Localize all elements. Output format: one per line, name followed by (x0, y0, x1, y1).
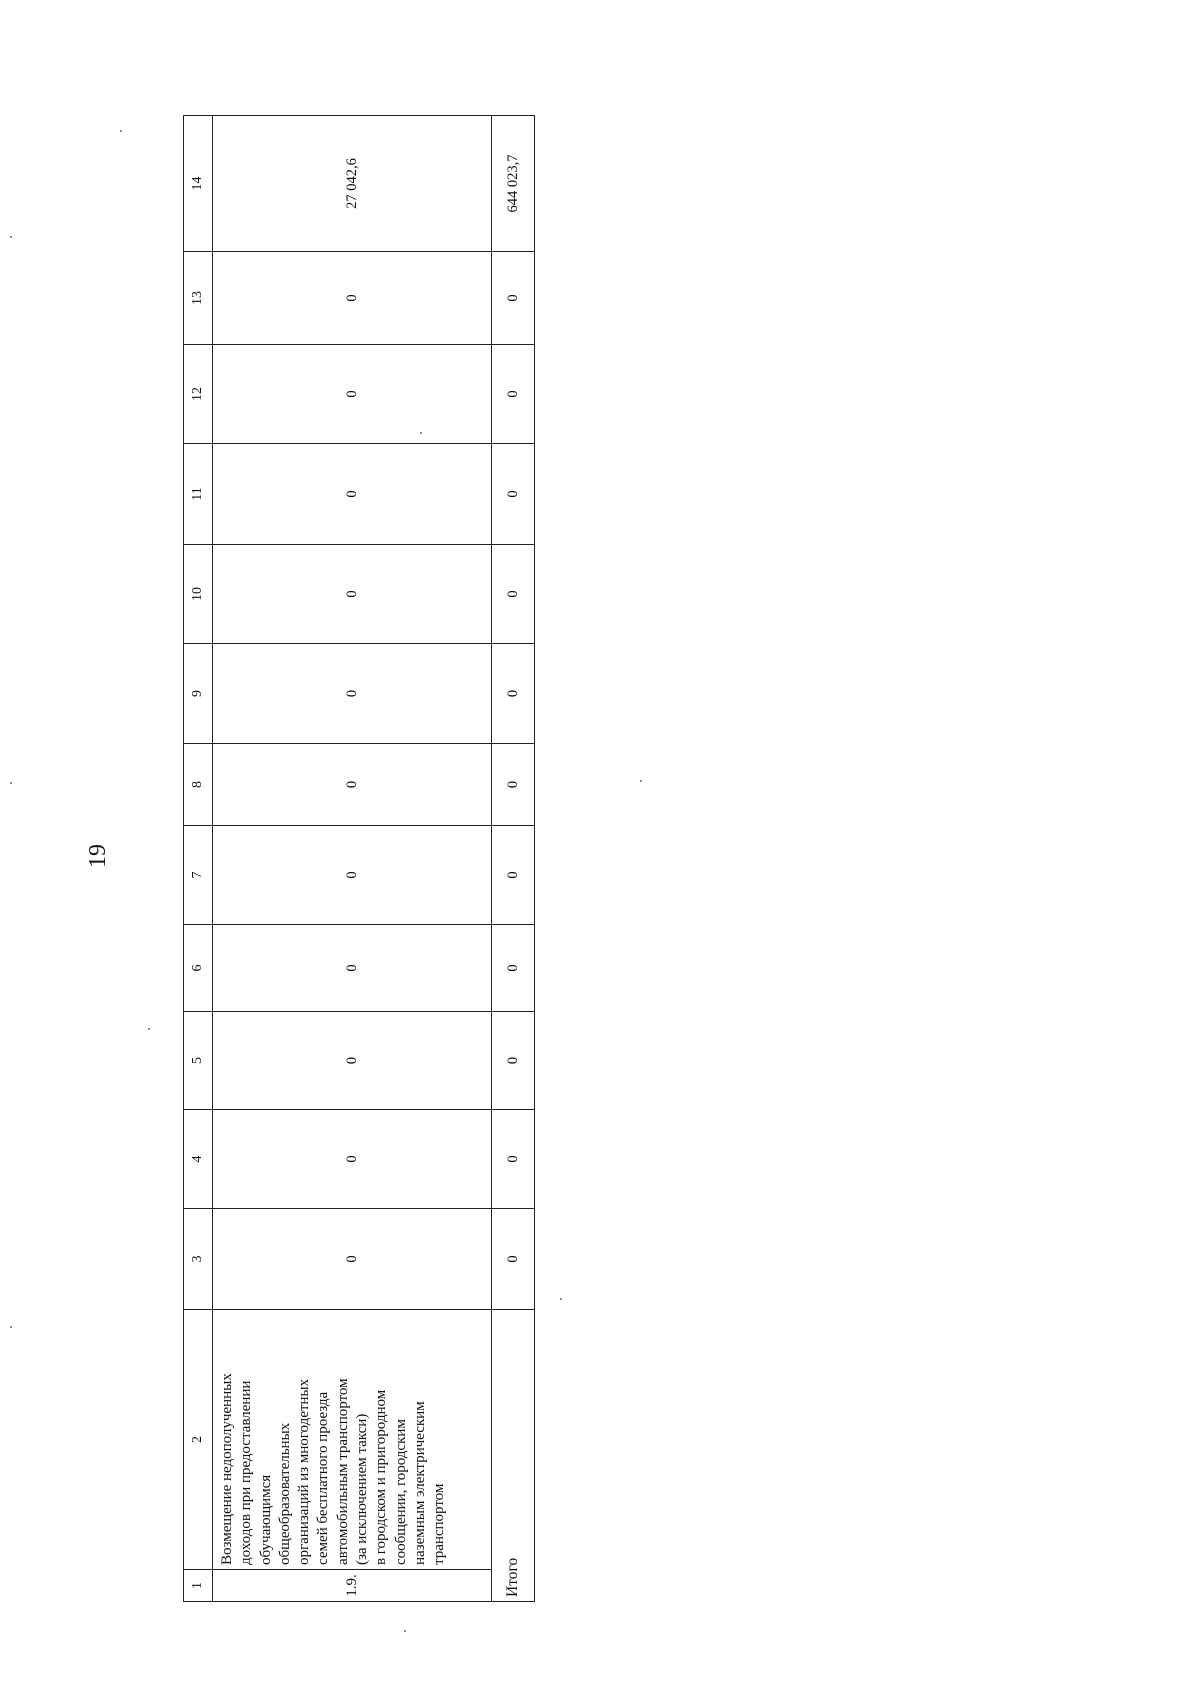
description-line: семей бесплатного проезда (314, 1391, 332, 1565)
scan-speck (560, 1298, 562, 1300)
description-line: транспортом (430, 1483, 448, 1565)
header-cell: 11 (184, 444, 213, 545)
total-value-cell: 0 (492, 744, 535, 826)
header-cell: 14 (184, 116, 213, 252)
total-value-cell: 0 (492, 925, 535, 1012)
total-value-cell: 0 (492, 1012, 535, 1110)
header-cell: 9 (184, 644, 213, 744)
description-line: в городском и пригородном (372, 1389, 390, 1565)
header-cell: 7 (184, 826, 213, 925)
description-line: автомобильным транспортом (333, 1378, 351, 1565)
header-cell: 10 (184, 545, 213, 644)
description-line: обучающимся (256, 1474, 274, 1565)
scan-speck (640, 780, 642, 782)
header-cell: 3 (184, 1209, 213, 1310)
table-row (213, 116, 492, 1602)
scan-speck (10, 236, 12, 238)
total-value-cell: 0 (492, 1110, 535, 1209)
total-value-cell: 0 (492, 444, 535, 545)
scan-speck (404, 1630, 406, 1632)
header-cell: 4 (184, 1110, 213, 1209)
header-cell: 13 (184, 252, 213, 345)
header-cell: 5 (184, 1012, 213, 1110)
value-cell: 27 042,6 (213, 116, 492, 252)
description-line: сообщении, городским (391, 1419, 409, 1565)
total-value-cell: 0 (492, 545, 535, 644)
header-cell: 6 (184, 925, 213, 1012)
value-cell: 0 (213, 345, 492, 444)
description-line: Возмещение недополученных (218, 1373, 235, 1565)
total-value-cell: 0 (492, 826, 535, 925)
value-cell: 0 (213, 444, 492, 545)
description-line: организаций из многодетных (295, 1378, 313, 1565)
page-number: 19 (85, 844, 111, 868)
total-value-cell: 0 (492, 345, 535, 444)
total-label: Итого (492, 1310, 535, 1602)
value-cell: 0 (213, 1012, 492, 1110)
header-cell: 1 (184, 1570, 213, 1602)
scan-speck (10, 782, 12, 784)
header-cell: 8 (184, 744, 213, 826)
header-cell: 2 (184, 1310, 213, 1570)
total-value-cell: 0 (492, 644, 535, 744)
table-container (183, 116, 535, 1602)
description-line: общеобразовательных (275, 1422, 293, 1565)
header-cell: 12 (184, 345, 213, 444)
value-cell: 0 (213, 826, 492, 925)
header-row (184, 116, 213, 1602)
scan-speck (420, 432, 422, 434)
value-cell: 0 (213, 644, 492, 744)
total-value-cell: 644 023,7 (492, 116, 535, 252)
budget-table (183, 115, 535, 1602)
value-cell: 0 (213, 925, 492, 1012)
total-row (492, 116, 535, 1602)
value-cell: 0 (213, 252, 492, 345)
scan-speck (120, 130, 122, 132)
value-cell: 0 (213, 1209, 492, 1310)
total-value-cell: 0 (492, 1209, 535, 1310)
scan-speck (148, 1028, 150, 1030)
value-cell: 0 (213, 545, 492, 644)
scan-speck (10, 1326, 12, 1328)
total-value-cell: 0 (492, 252, 535, 345)
row-number: 1.9. (213, 1570, 492, 1602)
description-line: наземным электрическим (410, 1401, 428, 1565)
value-cell: 0 (213, 744, 492, 826)
description-line: доходов при предоставлении (237, 1380, 255, 1565)
description-line: (за исключением такси) (353, 1413, 371, 1565)
rotated-table-frame (183, 116, 535, 1602)
value-cell: 0 (213, 1110, 492, 1209)
row-description (213, 1310, 492, 1570)
